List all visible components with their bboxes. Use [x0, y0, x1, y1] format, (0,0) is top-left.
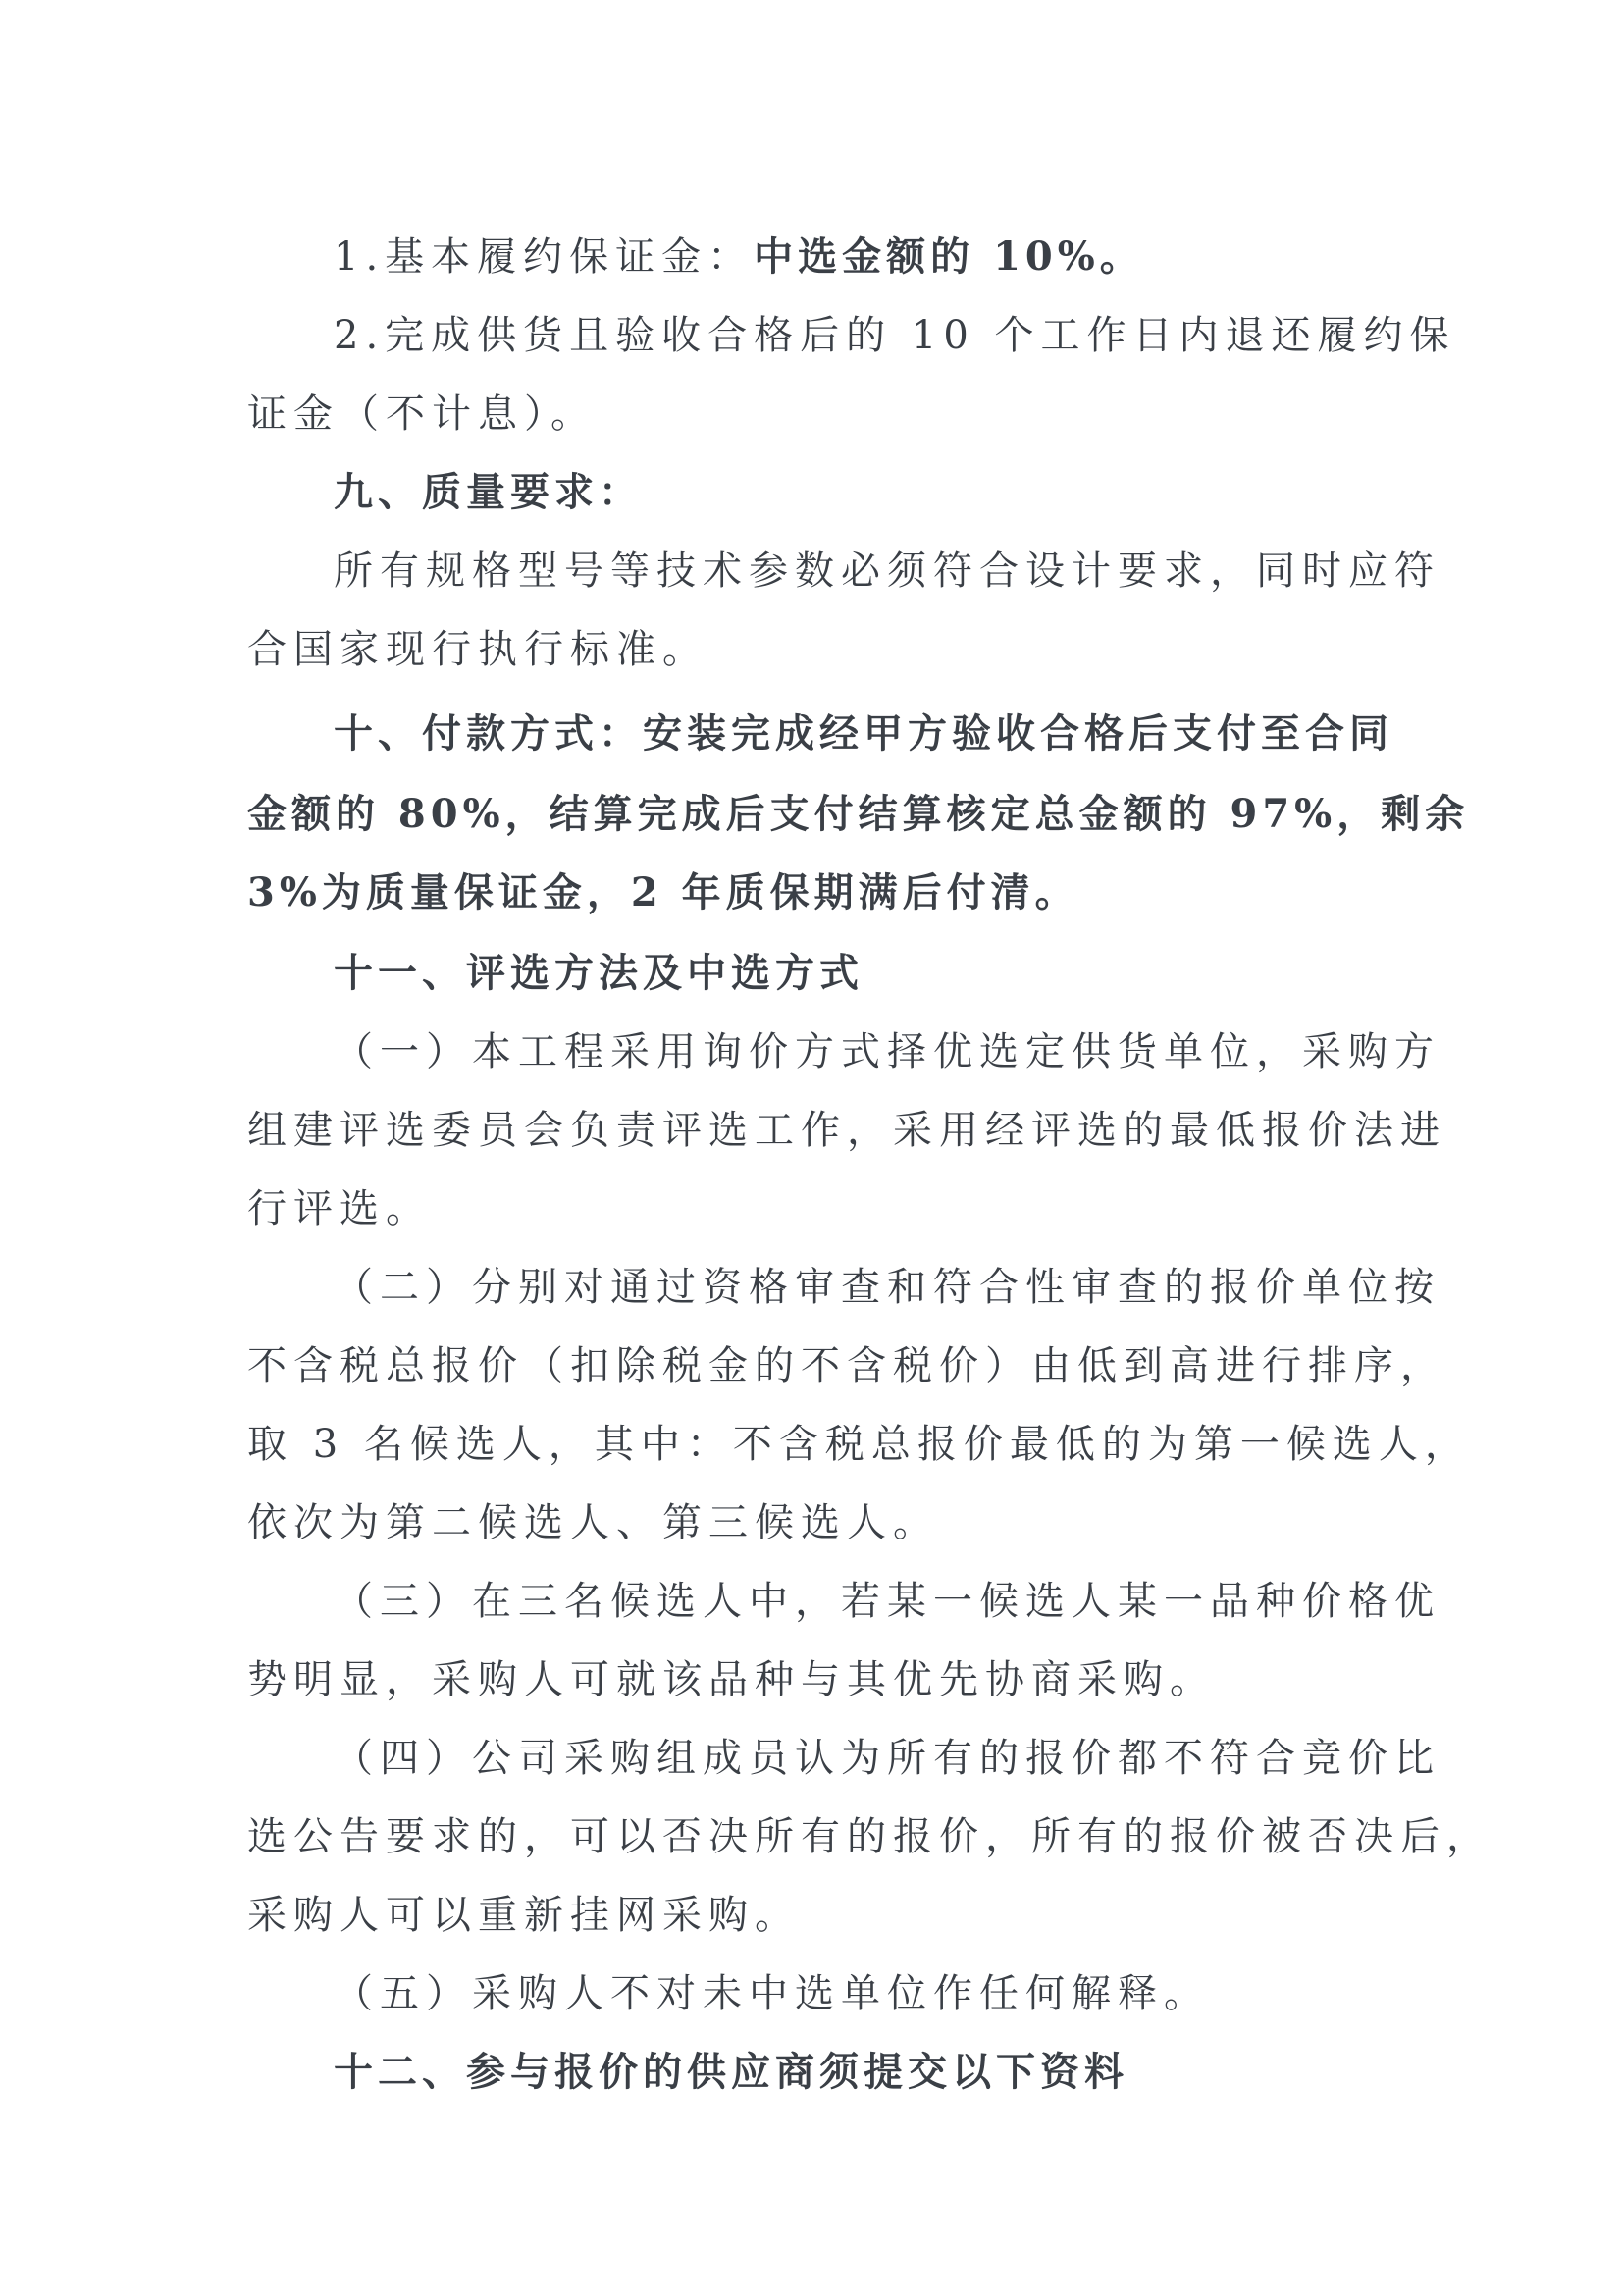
deposit-basic-label: 1.基本履约保证金： [334, 235, 755, 280]
paragraph-payment-cont-2: 3%为质量保证金，2 年质保期满后付清。 [247, 869, 1079, 915]
heading-evaluation-method: 十一、评选方法及中选方式 [334, 950, 864, 996]
heading-payment-method: 十、付款方式：安装完成经甲方验收合格后支付至合同 [334, 710, 1393, 757]
paragraph-eval-4-cont-1: 选公告要求的，可以否决所有的报价，所有的报价被否决后， [247, 1814, 1492, 1859]
paragraph-eval-2: （二）分别对通过资格审查和符合性审查的报价单位按 [334, 1265, 1440, 1310]
paragraph-eval-3-cont: 势明显，采购人可就该品种与其优先协商采购。 [247, 1657, 1216, 1702]
paragraph-payment-cont-1: 金额的 80%，结算完成后支付结算核定总金额的 97%，剩余 [247, 791, 1470, 837]
paragraph-eval-1-cont-2: 行评选。 [247, 1186, 432, 1231]
paragraph-eval-4: （四）公司采购组成员认为所有的报价都不符合竞价比 [334, 1736, 1440, 1781]
paragraph-quality-cont: 合国家现行执行标准。 [247, 627, 708, 672]
paragraph-eval-1: （一）本工程采用询价方式择优选定供货单位，采购方 [334, 1029, 1440, 1074]
heading-quality-requirements: 九、质量要求： [334, 469, 643, 515]
paragraph-deposit-refund-cont: 证金（不计息）。 [247, 391, 597, 437]
deposit-basic-amount: 中选金额的 10%。 [754, 234, 1144, 280]
heading-required-materials: 十二、参与报价的供应商须提交以下资料 [334, 2049, 1128, 2095]
paragraph-eval-5: （五）采购人不对未中选单位作任何解释。 [334, 1971, 1210, 2016]
paragraph-eval-4-cont-2: 采购人可以重新挂网采购。 [247, 1893, 801, 1938]
paragraph-eval-2-cont-2: 取 3 名候选人，其中：不含税总报价最低的为第一候选人， [247, 1422, 1471, 1467]
paragraph-eval-2-cont-3: 依次为第二候选人、第三候选人。 [247, 1500, 939, 1545]
paragraph-quality: 所有规格型号等技术参数必须符合设计要求，同时应符 [334, 548, 1440, 594]
paragraph-deposit-basic [334, 228, 1623, 287]
paragraph-eval-1-cont-1: 组建评选委员会负责评选工作，采用经评选的最低报价法进 [247, 1108, 1446, 1153]
paragraph-eval-3: （三）在三名候选人中，若某一候选人某一品种价格优 [334, 1579, 1440, 1624]
paragraph-deposit-refund: 2.完成供货且验收合格后的 10 个工作日内退还履约保 [334, 313, 1456, 358]
paragraph-eval-2-cont-1: 不含税总报价（扣除税金的不含税价）由低到高进行排序， [247, 1343, 1446, 1388]
